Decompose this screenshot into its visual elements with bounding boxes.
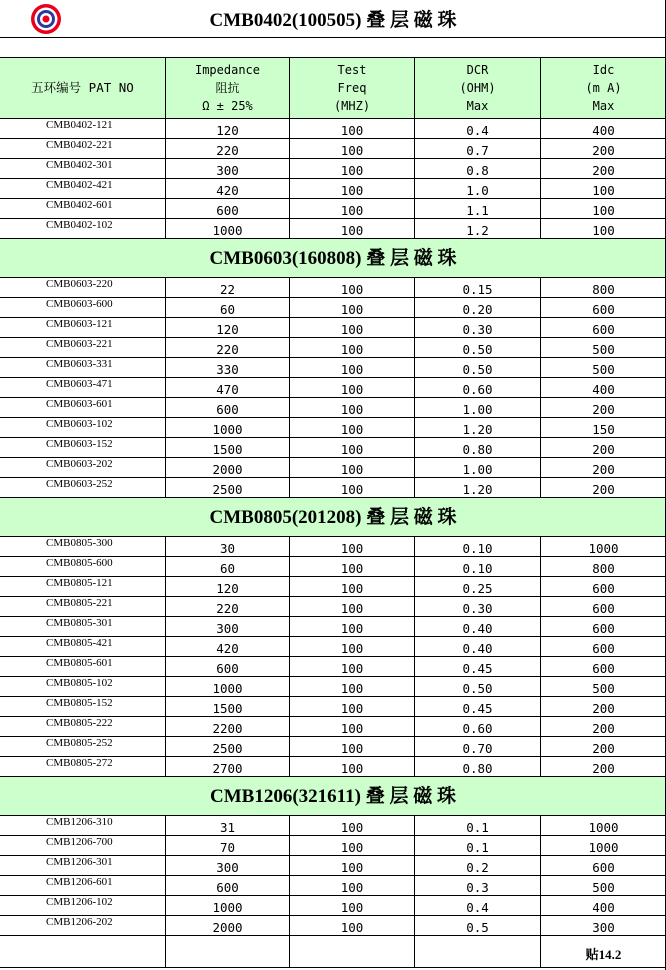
impedance-cell: 600: [166, 657, 290, 676]
dcr-cell: 0.10: [415, 557, 541, 576]
idc-cell: 400: [592, 122, 615, 138]
freq-cell: 100: [290, 577, 415, 596]
table-row: [0, 537, 666, 557]
idc-cell: 200: [592, 760, 615, 776]
idc-cell: 300: [592, 919, 615, 935]
idc-cell: 100: [592, 182, 615, 198]
idc-cell: 100: [592, 202, 615, 218]
idc-cell: 1000: [588, 540, 619, 556]
impedance-cell: 600: [166, 876, 290, 895]
idc-cell: 200: [592, 720, 615, 736]
freq-cell: 100: [290, 199, 415, 218]
page-title: CMB0402(100505) 叠 层 磁 珠: [209, 10, 457, 31]
table-header: [0, 58, 666, 119]
idc-cell: 600: [592, 321, 615, 337]
dcr-cell: 0.5: [415, 916, 541, 935]
idc-cell: 800: [592, 281, 615, 297]
dcr-cell: 0.15: [415, 278, 541, 297]
part-no-cell: CMB0805-252: [0, 737, 166, 756]
dcr-cell: 1.20: [415, 478, 541, 497]
freq-cell: 100: [290, 378, 415, 397]
table-row: [0, 179, 666, 199]
table-row: [0, 856, 666, 876]
dcr-cell: 1.2: [415, 219, 541, 238]
dcr-cell: 0.2: [415, 856, 541, 875]
table-row: [0, 358, 666, 378]
impedance-cell: 600: [166, 398, 290, 417]
freq-cell: 100: [290, 697, 415, 716]
dcr-cell: 0.4: [415, 119, 541, 138]
impedance-cell: 420: [166, 179, 290, 198]
header-dcr: [415, 58, 541, 118]
table-row: [0, 916, 666, 936]
table-row: [0, 737, 666, 757]
freq-cell: 100: [290, 657, 415, 676]
footer-cell: [166, 936, 290, 967]
header-freq: [290, 58, 415, 118]
impedance-cell: 2200: [166, 717, 290, 736]
table-row: [0, 298, 666, 318]
impedance-cell: 220: [166, 597, 290, 616]
part-no-cell: CMB0402-301: [0, 159, 166, 178]
freq-cell: 100: [290, 278, 415, 297]
idc-cell: 400: [592, 899, 615, 915]
dcr-cell: 0.1: [415, 836, 541, 855]
table-row: [0, 816, 666, 836]
idc-cell: 150: [592, 421, 615, 437]
freq-cell: 100: [290, 637, 415, 656]
freq-cell: 100: [290, 438, 415, 457]
table-row: [0, 597, 666, 617]
part-no-cell: CMB0603-202: [0, 458, 166, 477]
dcr-cell: 0.50: [415, 358, 541, 377]
part-no-cell: CMB1206-301: [0, 856, 166, 875]
dcr-cell: 0.70: [415, 737, 541, 756]
dcr-cell: 0.40: [415, 617, 541, 636]
table-row: [0, 119, 666, 139]
idc-cell: 600: [592, 859, 615, 875]
idc-cell: 1000: [588, 839, 619, 855]
table-row: [0, 717, 666, 737]
title-bar: [0, 0, 666, 38]
dcr-cell: 0.20: [415, 298, 541, 317]
idc-cell: 200: [592, 162, 615, 178]
part-no-cell: CMB1206-202: [0, 916, 166, 935]
header-idc-line1: Idc: [592, 63, 615, 77]
dcr-cell: 0.25: [415, 577, 541, 596]
part-no-cell: CMB0805-222: [0, 717, 166, 736]
impedance-cell: 120: [166, 119, 290, 138]
part-no-cell: CMB0402-421: [0, 179, 166, 198]
impedance-cell: 2500: [166, 737, 290, 756]
impedance-cell: 120: [166, 318, 290, 337]
part-no-cell: CMB0402-601: [0, 199, 166, 218]
dcr-cell: 0.8: [415, 159, 541, 178]
dcr-cell: 1.1: [415, 199, 541, 218]
dcr-cell: 0.7: [415, 139, 541, 158]
idc-cell: 200: [592, 441, 615, 457]
freq-cell: 100: [290, 597, 415, 616]
part-no-cell: CMB0805-221: [0, 597, 166, 616]
freq-cell: 100: [290, 557, 415, 576]
freq-cell: 100: [290, 478, 415, 497]
freq-cell: 100: [290, 338, 415, 357]
impedance-cell: 2000: [166, 916, 290, 935]
dcr-cell: 0.60: [415, 717, 541, 736]
table-row: [0, 278, 666, 298]
table-row: [0, 677, 666, 697]
part-no-cell: CMB0603-121: [0, 318, 166, 337]
table-row: [0, 378, 666, 398]
idc-cell: 200: [592, 740, 615, 756]
idc-cell: 200: [592, 481, 615, 497]
dcr-cell: 0.10: [415, 537, 541, 556]
impedance-cell: 1500: [166, 697, 290, 716]
part-no-cell: CMB0603-102: [0, 418, 166, 437]
part-no-cell: CMB0805-301: [0, 617, 166, 636]
freq-cell: 100: [290, 737, 415, 756]
idc-cell: 500: [592, 361, 615, 377]
impedance-cell: 22: [166, 278, 290, 297]
impedance-cell: 1000: [166, 677, 290, 696]
freq-cell: 100: [290, 418, 415, 437]
dcr-cell: 0.3: [415, 876, 541, 895]
header-impedance-line3: Ω ± 25%: [202, 99, 253, 113]
part-no-cell: CMB0603-600: [0, 298, 166, 317]
part-no-cell: CMB1206-102: [0, 896, 166, 915]
part-no-cell: CMB0805-600: [0, 557, 166, 576]
impedance-cell: 220: [166, 338, 290, 357]
dcr-cell: 0.1: [415, 816, 541, 835]
table-row: [0, 478, 666, 498]
title-spacer: [0, 38, 666, 58]
table-footer: [0, 936, 666, 968]
header-idc: [541, 58, 666, 118]
header-idc-line3: Max: [592, 99, 615, 113]
impedance-cell: 420: [166, 637, 290, 656]
freq-cell: 100: [290, 856, 415, 875]
header-dcr-line3: Max: [466, 99, 489, 113]
freq-cell: 100: [290, 179, 415, 198]
impedance-cell: 300: [166, 159, 290, 178]
part-no-cell: CMB0402-102: [0, 219, 166, 238]
part-no-cell: CMB1206-601: [0, 876, 166, 895]
header-part-no: 五环编号 PAT NO: [0, 58, 166, 118]
idc-cell: 800: [592, 560, 615, 576]
part-no-cell: CMB0603-471: [0, 378, 166, 397]
table-row: [0, 876, 666, 896]
table-row: [0, 438, 666, 458]
part-no-cell: CMB0805-152: [0, 697, 166, 716]
dcr-cell: 0.80: [415, 438, 541, 457]
idc-cell: 200: [592, 461, 615, 477]
freq-cell: 100: [290, 757, 415, 776]
freq-cell: 100: [290, 219, 415, 238]
idc-cell: 500: [592, 879, 615, 895]
part-no-cell: CMB0603-331: [0, 358, 166, 377]
idc-cell: 600: [592, 620, 615, 636]
header-idc-line2: (m A): [585, 81, 622, 95]
impedance-cell: 600: [166, 199, 290, 218]
dcr-cell: 0.45: [415, 657, 541, 676]
footer-cell: [415, 936, 541, 967]
header-impedance-line1: Impedance: [194, 63, 261, 77]
section-title: CMB0805(201208) 叠 层 磁 珠: [0, 498, 666, 537]
header-dcr-line2: (OHM): [459, 81, 496, 95]
idc-cell: 500: [592, 680, 615, 696]
part-no-cell: CMB0805-121: [0, 577, 166, 596]
impedance-cell: 300: [166, 617, 290, 636]
header-freq-line1: Test: [337, 63, 367, 77]
idc-cell: 100: [592, 222, 615, 238]
impedance-cell: 1000: [166, 896, 290, 915]
table-row: [0, 418, 666, 438]
impedance-cell: 2000: [166, 458, 290, 477]
idc-cell: 200: [592, 401, 615, 417]
part-no-cell: CMB0402-221: [0, 139, 166, 158]
impedance-cell: 2700: [166, 757, 290, 776]
impedance-cell: 30: [166, 537, 290, 556]
part-no-cell: CMB0603-220: [0, 278, 166, 297]
part-no-cell: CMB0603-221: [0, 338, 166, 357]
part-no-cell: CMB0805-102: [0, 677, 166, 696]
table-row: [0, 219, 666, 239]
part-no-cell: CMB0603-152: [0, 438, 166, 457]
part-no-cell: CMB0805-601: [0, 657, 166, 676]
impedance-cell: 60: [166, 298, 290, 317]
dcr-cell: 0.45: [415, 697, 541, 716]
footer-cell: [0, 936, 166, 967]
part-no-cell: CMB0603-252: [0, 478, 166, 497]
part-no-cell: CMB0805-300: [0, 537, 166, 556]
footer-cell: [290, 936, 415, 967]
table-row: [0, 577, 666, 597]
impedance-cell: 60: [166, 557, 290, 576]
freq-cell: 100: [290, 398, 415, 417]
idc-cell: 200: [592, 142, 615, 158]
header-dcr-line1: DCR: [466, 63, 489, 77]
impedance-cell: 470: [166, 378, 290, 397]
dcr-cell: 0.60: [415, 378, 541, 397]
dcr-cell: 0.30: [415, 597, 541, 616]
table-row: [0, 836, 666, 856]
freq-cell: 100: [290, 159, 415, 178]
impedance-cell: 1500: [166, 438, 290, 457]
dcr-cell: 1.20: [415, 418, 541, 437]
dcr-cell: 0.50: [415, 677, 541, 696]
table-row: [0, 896, 666, 916]
freq-cell: 100: [290, 717, 415, 736]
section-title: CMB1206(321611) 叠 层 磁 珠: [0, 777, 666, 816]
freq-cell: 100: [290, 617, 415, 636]
table-row: [0, 617, 666, 637]
freq-cell: 100: [290, 896, 415, 915]
table-row: [0, 697, 666, 717]
table-row: [0, 318, 666, 338]
impedance-cell: 1000: [166, 219, 290, 238]
idc-cell: 200: [592, 700, 615, 716]
header-impedance: [166, 58, 290, 118]
table-row: [0, 199, 666, 219]
dcr-cell: 0.4: [415, 896, 541, 915]
dcr-cell: 0.30: [415, 318, 541, 337]
table-row: [0, 398, 666, 418]
idc-cell: 600: [592, 600, 615, 616]
table-row: [0, 557, 666, 577]
table-row: [0, 159, 666, 179]
header-freq-line3: (MHZ): [333, 99, 371, 113]
dcr-cell: 0.40: [415, 637, 541, 656]
freq-cell: 100: [290, 916, 415, 935]
impedance-cell: 120: [166, 577, 290, 596]
dcr-cell: 0.80: [415, 757, 541, 776]
idc-cell: 600: [592, 580, 615, 596]
table-row: [0, 139, 666, 159]
idc-cell: 1000: [588, 819, 619, 835]
freq-cell: 100: [290, 458, 415, 477]
table-row: [0, 637, 666, 657]
freq-cell: 100: [290, 298, 415, 317]
impedance-cell: 1000: [166, 418, 290, 437]
part-no-cell: CMB0805-272: [0, 757, 166, 776]
freq-cell: 100: [290, 119, 415, 138]
part-no-cell: CMB1206-700: [0, 836, 166, 855]
table-body: [0, 119, 666, 936]
freq-cell: 100: [290, 358, 415, 377]
page-number: 贴14.2: [585, 946, 622, 962]
part-no-cell: CMB1206-310: [0, 816, 166, 835]
freq-cell: 100: [290, 876, 415, 895]
table-row: [0, 757, 666, 777]
impedance-cell: 2500: [166, 478, 290, 497]
freq-cell: 100: [290, 836, 415, 855]
dcr-cell: 0.50: [415, 338, 541, 357]
impedance-cell: 220: [166, 139, 290, 158]
freq-cell: 100: [290, 677, 415, 696]
dcr-cell: 1.00: [415, 458, 541, 477]
impedance-cell: 70: [166, 836, 290, 855]
header-impedance-line2: 阻抗: [215, 81, 240, 95]
section-title: CMB0603(160808) 叠 层 磁 珠: [0, 239, 666, 278]
part-no-cell: CMB0603-601: [0, 398, 166, 417]
footer-page-cell: [541, 936, 666, 967]
freq-cell: 100: [290, 318, 415, 337]
idc-cell: 600: [592, 301, 615, 317]
dcr-cell: 1.00: [415, 398, 541, 417]
table-row: [0, 338, 666, 358]
part-no-cell: CMB0402-121: [0, 119, 166, 138]
table-row: [0, 657, 666, 677]
impedance-cell: 31: [166, 816, 290, 835]
part-no-cell: CMB0805-421: [0, 637, 166, 656]
idc-cell: 600: [592, 660, 615, 676]
impedance-cell: 330: [166, 358, 290, 377]
idc-cell: 400: [592, 381, 615, 397]
header-freq-line2: Freq: [337, 81, 367, 95]
freq-cell: 100: [290, 816, 415, 835]
freq-cell: 100: [290, 139, 415, 158]
freq-cell: 100: [290, 537, 415, 556]
impedance-cell: 300: [166, 856, 290, 875]
idc-cell: 500: [592, 341, 615, 357]
dcr-cell: 1.0: [415, 179, 541, 198]
idc-cell: 600: [592, 640, 615, 656]
table-row: [0, 458, 666, 478]
